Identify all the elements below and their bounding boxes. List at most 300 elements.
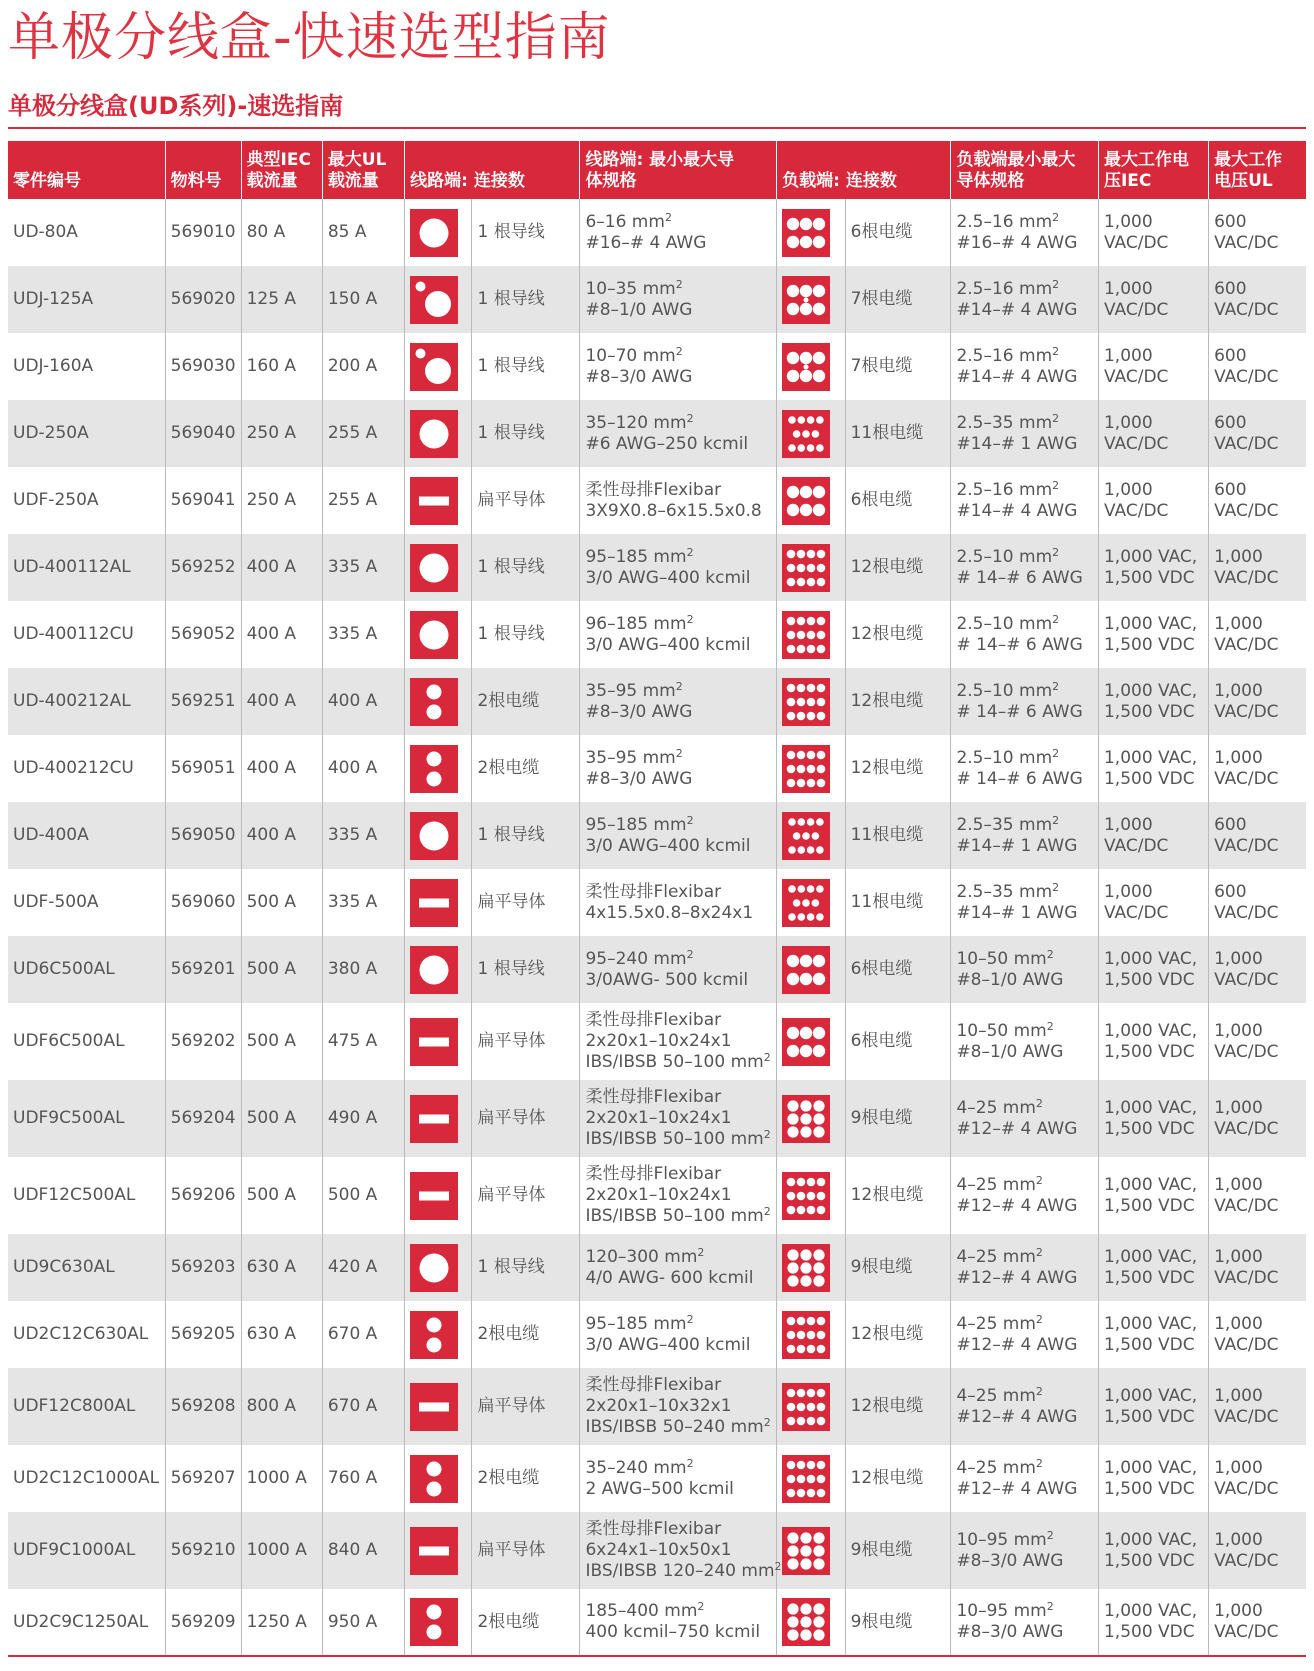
spec-line: VAC/DC <box>1214 567 1279 588</box>
ul-current-cell: 200 A <box>322 333 404 400</box>
voltage-iec-cell <box>1098 936 1208 1003</box>
spec-line: 1,000 <box>1214 1457 1263 1478</box>
load-conductor-spec-cell <box>951 266 1099 333</box>
line-icon-cell <box>405 668 472 735</box>
line-icon-cell <box>405 735 472 802</box>
spec-line: VAC/DC <box>1214 1118 1279 1139</box>
spec-line: 10–50 $mm^2$ <box>956 947 1054 969</box>
load-conductor-spec-cell <box>951 601 1099 668</box>
load-icon-cell <box>777 1234 845 1301</box>
voltage-ul-cell <box>1209 1589 1306 1656</box>
line-conductor-spec-cell <box>580 400 777 467</box>
load-connection-cell: 11根电缆 <box>845 802 951 869</box>
flat-busbar-icon <box>410 1095 458 1143</box>
header-voltage-iec-line-1: 最大工作电 <box>1103 150 1189 170</box>
voltage-iec-cell <box>1098 199 1208 266</box>
spec-line: 1,000 <box>1214 1097 1263 1118</box>
part-number-cell: UDJ-160A <box>8 333 165 400</box>
load-connection-cell: 7根电缆 <box>845 333 951 400</box>
spec-line: #14–# 1 AWG <box>956 902 1078 923</box>
spec-line: 4–25 $mm^2$ <box>956 1312 1043 1334</box>
spec-line: #12–# 4 AWG <box>956 1478 1078 1499</box>
spec-line: 35–95 $mm^2$ <box>585 679 683 701</box>
material-number-cell: 569201 <box>165 936 241 1003</box>
spec-line: 1,000 VAC, <box>1103 1601 1198 1621</box>
iec-current-cell: 500 A <box>241 936 322 1003</box>
spec-line: VAC/DC <box>1214 969 1279 990</box>
spec-line: 1,000 <box>1214 1601 1263 1621</box>
spec-line: VAC/DC <box>1103 902 1169 923</box>
voltage-ul-cell <box>1209 668 1306 735</box>
single-conductor-icon <box>410 812 458 860</box>
load-connection-cell: 9根电缆 <box>845 1080 951 1157</box>
load-icon-cell <box>777 333 845 400</box>
spec-line: 2.5–16 $mm^2$ <box>956 210 1060 232</box>
voltage-ul-cell <box>1209 1368 1306 1445</box>
section-subtitle: 单极分线盒(UD系列)-速选指南 <box>8 92 344 120</box>
spec-line: 3/0 AWG–400 kcmil <box>585 1334 751 1355</box>
load-icon-cell <box>777 1080 845 1157</box>
iec-current-cell: 500 A <box>241 1157 322 1234</box>
iec-current-cell: 400 A <box>241 802 322 869</box>
material-number-cell: 569052 <box>165 601 241 668</box>
spec-line: 1,000 VAC, <box>1103 1457 1198 1478</box>
voltage-ul-cell <box>1209 1445 1306 1512</box>
spec-line: VAC/DC <box>1214 902 1279 923</box>
line-connection-cell: 1 根导线 <box>472 266 580 333</box>
spec-line: 1,000 VAC, <box>1103 1174 1198 1195</box>
spec-line: #12–# 4 AWG <box>956 1267 1078 1288</box>
load-terminal-6-holes-icon <box>782 209 830 257</box>
material-number-cell: 569040 <box>165 400 241 467</box>
voltage-ul-cell <box>1209 1234 1306 1301</box>
spec-line: VAC/DC <box>1214 1041 1279 1062</box>
spec-line: 1,000 VAC, <box>1103 948 1198 969</box>
spec-line: 1,000 <box>1214 1020 1263 1041</box>
spec-line: 1,500 VDC <box>1103 1478 1195 1499</box>
spec-line: 1,500 VDC <box>1103 969 1195 990</box>
voltage-iec-cell <box>1098 601 1208 668</box>
load-icon-cell <box>777 1003 845 1080</box>
spec-line: 4/0 AWG- 600 kcmil <box>585 1267 754 1288</box>
table-body <box>8 199 1306 1656</box>
spec-line: 1,000 <box>1103 278 1153 299</box>
line-connection-cell: 1 根导线 <box>472 400 580 467</box>
voltage-ul-cell <box>1209 400 1306 467</box>
ul-current-cell: 150 A <box>322 266 404 333</box>
iec-current-cell: 400 A <box>241 601 322 668</box>
load-connection-cell: 6根电缆 <box>845 1003 951 1080</box>
material-number-cell: 569204 <box>165 1080 241 1157</box>
load-conductor-spec-cell <box>951 467 1099 534</box>
spec-line: 4–25 $mm^2$ <box>956 1456 1043 1478</box>
line-icon-cell <box>405 1589 472 1656</box>
spec-line: 4x15.5x0.8–8x24x1 <box>585 902 754 923</box>
line-conductor-spec-cell <box>580 467 777 534</box>
spec-line: VAC/DC <box>1214 1478 1279 1499</box>
spec-line: 600 <box>1214 479 1247 500</box>
load-connection-cell: 7根电缆 <box>845 266 951 333</box>
single-conductor-icon <box>410 544 458 592</box>
ul-current-cell: 760 A <box>322 1445 404 1512</box>
spec-line: 10–95 $mm^2$ <box>956 1600 1054 1621</box>
spec-line: #8–3/0 AWG <box>585 366 693 387</box>
load-connection-cell: 9根电缆 <box>845 1589 951 1656</box>
header-voltage-ul <box>1209 141 1306 199</box>
line-icon-cell <box>405 869 472 936</box>
load-conductor-spec-cell <box>951 1080 1099 1157</box>
part-number-cell: UDF6C500AL <box>8 1003 165 1080</box>
line-icon-cell <box>405 534 472 601</box>
header-material-no: 物料号 <box>165 141 241 199</box>
load-icon-cell <box>777 400 845 467</box>
ul-current-cell: 335 A <box>322 869 404 936</box>
ul-current-cell: 255 A <box>322 400 404 467</box>
load-connection-cell: 6根电缆 <box>845 936 951 1003</box>
iec-current-cell: 800 A <box>241 1368 322 1445</box>
voltage-iec-cell <box>1098 1301 1208 1368</box>
voltage-ul-cell <box>1209 333 1306 400</box>
line-connection-cell: 1 根导线 <box>472 1234 580 1301</box>
load-terminal-11-holes-icon <box>782 410 830 458</box>
line-conductor-spec-cell <box>580 534 777 601</box>
two-cable-icon <box>410 1455 458 1503</box>
spec-line: 600 <box>1214 345 1247 366</box>
load-conductor-spec-cell <box>951 1301 1099 1368</box>
spec-line: 1,000 <box>1214 747 1263 768</box>
spec-line: 1,500 VDC <box>1103 1195 1195 1216</box>
spec-line: #8–1/0 AWG <box>585 299 693 320</box>
line-icon-cell <box>405 802 472 869</box>
line-conductor-spec-cell <box>580 1003 777 1080</box>
ul-current-cell: 335 A <box>322 802 404 869</box>
iec-current-cell: 400 A <box>241 668 322 735</box>
spec-line: 1,500 VDC <box>1103 1406 1195 1427</box>
load-terminal-9-holes-icon <box>782 1095 830 1143</box>
line-connection-cell: 1 根导线 <box>472 333 580 400</box>
load-terminal-12-holes-icon <box>782 745 830 793</box>
header-ul-current-line-1: 最大UL <box>327 150 387 170</box>
load-icon-cell <box>777 1589 845 1656</box>
spec-line: 1,500 VDC <box>1103 768 1195 789</box>
load-connection-cell: 6根电缆 <box>845 199 951 266</box>
load-terminal-12-holes-icon <box>782 1172 830 1220</box>
voltage-ul-cell <box>1209 266 1306 333</box>
part-number-cell: UDF-250A <box>8 467 165 534</box>
two-cable-icon <box>410 1311 458 1359</box>
voltage-ul-cell <box>1209 1080 1306 1157</box>
part-number-cell: UD-80A <box>8 199 165 266</box>
load-icon-cell <box>777 467 845 534</box>
spec-line: VAC/DC <box>1103 500 1169 521</box>
spec-line: #14–# 1 AWG <box>956 433 1078 454</box>
spec-line: 3/0 AWG–400 kcmil <box>585 634 751 655</box>
line-connection-cell: 2根电缆 <box>472 1445 580 1512</box>
iec-current-cell: 630 A <box>241 1301 322 1368</box>
load-terminal-7-holes-icon <box>782 343 830 391</box>
conductor-with-small-tap-icon <box>410 343 458 391</box>
spec-line: 3/0 AWG–400 kcmil <box>585 567 751 588</box>
iec-current-cell: 125 A <box>241 266 322 333</box>
table-row <box>8 1445 1306 1512</box>
spec-line: #8–3/0 AWG <box>956 1550 1064 1571</box>
spec-line: #6 AWG–250 kcmil <box>585 433 749 454</box>
spec-line: 1,000 <box>1103 345 1153 366</box>
ul-current-cell: 85 A <box>322 199 404 266</box>
spec-line: 2.5–10 $mm^2$ <box>956 679 1060 701</box>
spec-line: 柔性母排Flexibar <box>585 1087 722 1107</box>
load-terminal-6-holes-icon <box>782 477 830 525</box>
load-conductor-spec-cell <box>951 1512 1099 1589</box>
load-icon-cell <box>777 1368 845 1445</box>
line-connection-cell: 1 根导线 <box>472 601 580 668</box>
ul-current-cell: 490 A <box>322 1080 404 1157</box>
spec-line: #16–# 4 AWG <box>585 232 707 253</box>
flat-busbar-icon <box>410 1018 458 1066</box>
load-terminal-7-holes-icon <box>782 276 830 324</box>
ul-current-cell: 950 A <box>322 1589 404 1656</box>
load-conductor-spec-cell <box>951 1157 1099 1234</box>
voltage-iec-cell <box>1098 668 1208 735</box>
spec-line: 1,000 <box>1103 211 1153 232</box>
table-row <box>8 467 1306 534</box>
spec-line: VAC/DC <box>1103 299 1169 320</box>
material-number-cell: 569208 <box>165 1368 241 1445</box>
header-line-conductor-line-1: 线路端: 最小最大导 <box>585 150 735 170</box>
material-number-cell: 569020 <box>165 266 241 333</box>
spec-line: 600 <box>1214 412 1247 433</box>
voltage-ul-cell <box>1209 1157 1306 1234</box>
table-row <box>8 1301 1306 1368</box>
load-terminal-12-holes-icon <box>782 1383 830 1431</box>
part-number-cell: UDJ-125A <box>8 266 165 333</box>
part-number-cell: UD-400212CU <box>8 735 165 802</box>
part-number-cell: UD9C630AL <box>8 1234 165 1301</box>
spec-line: 3X9X0.8–6x15.5x0.8 <box>585 500 762 521</box>
line-icon-cell <box>405 1368 472 1445</box>
spec-line: 1,000 <box>1214 1174 1263 1195</box>
line-conductor-spec-cell <box>580 1368 777 1445</box>
line-connection-cell: 1 根导线 <box>472 802 580 869</box>
spec-line: VAC/DC <box>1214 433 1279 454</box>
spec-line: 4–25 $mm^2$ <box>956 1096 1043 1118</box>
spec-line: 2x20x1–10x24x1 <box>585 1185 732 1205</box>
spec-line: 柔性母排Flexibar <box>585 881 722 902</box>
table-header-row <box>8 141 1306 199</box>
line-icon-cell <box>405 266 472 333</box>
line-connection-cell: 扁平导体 <box>472 869 580 936</box>
spec-line: VAC/DC <box>1214 701 1279 722</box>
voltage-iec-cell <box>1098 802 1208 869</box>
flat-busbar-icon <box>410 1383 458 1431</box>
spec-line: #14–# 1 AWG <box>956 835 1078 856</box>
line-icon-cell <box>405 1157 472 1234</box>
iec-current-cell: 1000 A <box>241 1512 322 1589</box>
ul-current-cell: 475 A <box>322 1003 404 1080</box>
spec-line: #16–# 4 AWG <box>956 232 1078 253</box>
load-connection-cell: 9根电缆 <box>845 1234 951 1301</box>
part-number-cell: UDF-500A <box>8 869 165 936</box>
spec-line: 1,000 <box>1214 1246 1263 1267</box>
load-conductor-spec-cell <box>951 1234 1099 1301</box>
ul-current-cell: 255 A <box>322 467 404 534</box>
table-row <box>8 936 1306 1003</box>
line-icon-cell <box>405 1080 472 1157</box>
spec-line: 1,000 <box>1214 546 1263 567</box>
material-number-cell: 569209 <box>165 1589 241 1656</box>
iec-current-cell: 500 A <box>241 1080 322 1157</box>
spec-line: 95–185 $mm^2$ <box>585 813 694 835</box>
spec-line: 1,000 VAC, <box>1103 1385 1198 1406</box>
line-conductor-spec-cell <box>580 936 777 1003</box>
spec-line: IBS/IBSB 50–100 $mm^2$ <box>585 1128 771 1149</box>
iec-current-cell: 400 A <box>241 735 322 802</box>
line-conductor-spec-cell <box>580 199 777 266</box>
voltage-iec-cell <box>1098 1368 1208 1445</box>
line-icon-cell <box>405 1512 472 1589</box>
line-connection-cell: 2根电缆 <box>472 668 580 735</box>
load-connection-cell: 9根电缆 <box>845 1512 951 1589</box>
voltage-iec-cell <box>1098 266 1208 333</box>
spec-line: 柔性母排Flexibar <box>585 1519 722 1539</box>
line-conductor-spec-cell <box>580 802 777 869</box>
flat-busbar-icon <box>410 1527 458 1575</box>
voltage-ul-cell <box>1209 802 1306 869</box>
spec-line: 600 <box>1214 814 1247 835</box>
load-terminal-6-holes-icon <box>782 946 830 994</box>
spec-line: 35–240 $mm^2$ <box>585 1456 694 1478</box>
flat-busbar-icon <box>410 477 458 525</box>
spec-line: 600 <box>1214 278 1247 299</box>
table-row <box>8 735 1306 802</box>
spec-line: VAC/DC <box>1214 500 1279 521</box>
line-connection-cell: 扁平导体 <box>472 1368 580 1445</box>
spec-line: VAC/DC <box>1214 1406 1279 1427</box>
voltage-ul-cell <box>1209 601 1306 668</box>
part-number-cell: UDF12C500AL <box>8 1157 165 1234</box>
voltage-iec-cell <box>1098 735 1208 802</box>
spec-line: 1,000 VAC, <box>1103 546 1198 567</box>
spec-line: VAC/DC <box>1214 232 1279 253</box>
table-row <box>8 1157 1306 1234</box>
iec-current-cell: 1250 A <box>241 1589 322 1656</box>
header-voltage-iec-line-2: 压IEC <box>1103 171 1152 191</box>
header-part-number: 零件编号 <box>8 141 165 199</box>
spec-line: IBS/IBSB 50–240 $mm^2$ <box>585 1416 771 1437</box>
spec-line: 2.5–35 $mm^2$ <box>956 411 1060 433</box>
spec-line: 2.5–10 $mm^2$ <box>956 545 1060 567</box>
part-number-cell: UD2C12C1000AL <box>8 1445 165 1512</box>
spec-line: 1,500 VDC <box>1103 1622 1195 1642</box>
spec-line: 2x20x1–10x32x1 <box>585 1396 732 1416</box>
load-connection-cell: 6根电缆 <box>845 467 951 534</box>
spec-line: #14–# 4 AWG <box>956 500 1078 521</box>
line-conductor-spec-cell <box>580 266 777 333</box>
load-icon-cell <box>777 1512 845 1589</box>
material-number-cell: 569030 <box>165 333 241 400</box>
spec-line: #14–# 4 AWG <box>956 366 1078 387</box>
voltage-ul-cell <box>1209 735 1306 802</box>
part-number-cell: UD-400112CU <box>8 601 165 668</box>
table-row <box>8 199 1306 266</box>
spec-line: #12–# 4 AWG <box>956 1118 1078 1139</box>
spec-line: 1,500 VDC <box>1103 1550 1195 1571</box>
two-cable-icon <box>410 678 458 726</box>
ul-current-cell: 400 A <box>322 735 404 802</box>
material-number-cell: 569252 <box>165 534 241 601</box>
spec-line: 1,500 VDC <box>1103 1267 1195 1288</box>
iec-current-cell: 500 A <box>241 1003 322 1080</box>
line-connection-cell: 2根电缆 <box>472 1589 580 1656</box>
ul-current-cell: 670 A <box>322 1368 404 1445</box>
load-connection-cell: 12根电缆 <box>845 601 951 668</box>
spec-line: VAC/DC <box>1214 835 1279 856</box>
line-conductor-spec-cell <box>580 1301 777 1368</box>
line-icon-cell <box>405 1234 472 1301</box>
load-icon-cell <box>777 534 845 601</box>
material-number-cell: 569010 <box>165 199 241 266</box>
part-number-cell: UD-400212AL <box>8 668 165 735</box>
line-conductor-spec-cell <box>580 1080 777 1157</box>
voltage-ul-cell <box>1209 199 1306 266</box>
load-terminal-12-holes-icon <box>782 611 830 659</box>
voltage-ul-cell <box>1209 936 1306 1003</box>
spec-line: #8–3/0 AWG <box>585 701 693 722</box>
spec-line: 1,000 <box>1214 1313 1263 1334</box>
spec-line: 1,000 <box>1103 881 1153 902</box>
spec-line: IBS/IBSB 120–240 $mm^2$ <box>585 1560 782 1581</box>
load-conductor-spec-cell <box>951 668 1099 735</box>
spec-line: 1,000 <box>1103 479 1153 500</box>
line-connection-cell: 1 根导线 <box>472 936 580 1003</box>
table-row <box>8 601 1306 668</box>
part-number-cell: UDF12C800AL <box>8 1368 165 1445</box>
single-conductor-icon <box>410 410 458 458</box>
part-number-cell: UD2C9C1250AL <box>8 1589 165 1656</box>
voltage-ul-cell <box>1209 534 1306 601</box>
table-row <box>8 1589 1306 1656</box>
line-connection-cell: 扁平导体 <box>472 1512 580 1589</box>
header-load-connection: 负载端: 连接数 <box>777 141 951 199</box>
voltage-iec-cell <box>1098 1589 1208 1656</box>
line-conductor-spec-cell <box>580 1445 777 1512</box>
spec-line: 35–95 $mm^2$ <box>585 746 683 768</box>
load-connection-cell: 12根电缆 <box>845 668 951 735</box>
spec-line: #8–1/0 AWG <box>956 1041 1064 1062</box>
spec-line: 600 <box>1214 881 1247 902</box>
load-terminal-12-holes-icon <box>782 678 830 726</box>
single-conductor-icon <box>410 611 458 659</box>
ul-current-cell: 335 A <box>322 534 404 601</box>
header-line-connection: 线路端: 连接数 <box>405 141 580 199</box>
spec-line: 1,000 <box>1214 948 1263 969</box>
table-row <box>8 1368 1306 1445</box>
spec-line: 柔性母排Flexibar <box>585 1375 722 1395</box>
voltage-iec-cell <box>1098 1512 1208 1589</box>
line-conductor-spec-cell <box>580 1512 782 1589</box>
load-icon-cell <box>777 735 845 802</box>
header-ul-current-line-2: 载流量 <box>327 171 379 191</box>
part-number-cell: UD-400A <box>8 802 165 869</box>
line-connection-cell: 扁平导体 <box>472 467 580 534</box>
line-conductor-spec-cell <box>580 601 777 668</box>
spec-line: VAC/DC <box>1214 1622 1279 1642</box>
header-voltage-iec <box>1098 141 1208 199</box>
spec-line: 1,500 VDC <box>1103 1041 1195 1062</box>
spec-line: VAC/DC <box>1214 366 1279 387</box>
line-connection-cell: 1 根导线 <box>472 534 580 601</box>
ul-current-cell: 335 A <box>322 601 404 668</box>
